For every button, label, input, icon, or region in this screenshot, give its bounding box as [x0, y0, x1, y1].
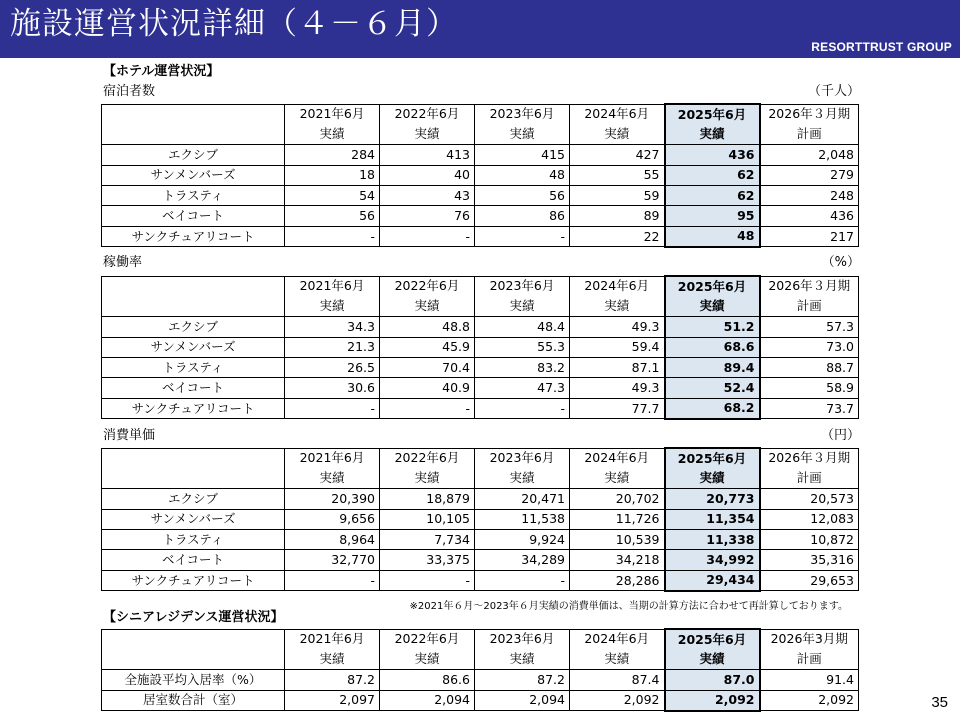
value-cell: - [285, 398, 380, 418]
table-title-guests: 宿泊者数 [103, 84, 156, 99]
value-cell: 10,105 [380, 509, 475, 529]
value-cell: 87.1 [570, 358, 665, 378]
value-cell: 87.2 [285, 670, 380, 690]
senior-column-kind: 実績 [285, 649, 380, 669]
hotel-2-column-kind: 実績 [570, 468, 665, 488]
value-cell: 8,964 [285, 530, 380, 550]
value-cell: 2,048 [760, 145, 859, 165]
value-cell: 9,656 [285, 509, 380, 529]
hotel-2-table-row [102, 489, 859, 509]
header-blank-cell [102, 629, 285, 649]
value-cell: 89 [570, 206, 665, 226]
hotel-0-column-kind: 実績 [380, 124, 475, 144]
header-blank-cell [102, 276, 285, 296]
unit-guests: （千人） [807, 84, 860, 99]
value-cell: 56 [475, 186, 570, 206]
value-cell: 34,218 [570, 550, 665, 570]
value-cell: 57.3 [760, 317, 859, 337]
value-cell: 279 [760, 165, 859, 185]
senior-table-row [102, 670, 859, 690]
hotel-1-table-row [102, 337, 859, 357]
senior-column-year: 2021年6月 [285, 629, 380, 649]
value-cell: 20,573 [760, 489, 859, 509]
hotel-0-column-kind: 実績 [475, 124, 570, 144]
value-cell: 59.4 [570, 337, 665, 357]
row-label: エクシブ [102, 145, 285, 165]
value-cell: 95 [665, 206, 760, 226]
value-cell: 22 [570, 226, 665, 246]
value-cell: 2,092 [665, 690, 760, 710]
value-cell: 73.0 [760, 337, 859, 357]
value-cell: - [475, 226, 570, 246]
value-cell: 34,992 [665, 550, 760, 570]
table-title-unit-price: 消費単価 [103, 428, 156, 443]
senior-column-year: 2024年6月 [570, 629, 665, 649]
value-cell: - [475, 398, 570, 418]
hotel-1-column-year: 2025年6月 [665, 276, 760, 296]
value-cell: 40.9 [380, 378, 475, 398]
senior-header-row-year [102, 629, 859, 649]
value-cell: 68.6 [665, 337, 760, 357]
value-cell: 56 [285, 206, 380, 226]
hotel-1-table-row [102, 317, 859, 337]
value-cell: 10,539 [570, 530, 665, 550]
hotel-0-column-kind: 実績 [285, 124, 380, 144]
hotel-0-column-kind: 実績 [665, 124, 760, 144]
value-cell: 62 [665, 165, 760, 185]
value-cell: 11,726 [570, 509, 665, 529]
row-label: サンクチュアリコート [102, 226, 285, 246]
value-cell: - [285, 226, 380, 246]
value-cell: 11,354 [665, 509, 760, 529]
hotel-2-column-year: 2022年6月 [380, 448, 475, 468]
value-cell: 2,094 [475, 690, 570, 710]
hotel-1-table-row [102, 378, 859, 398]
senior-column-year: 2026年3月期 [760, 629, 859, 649]
hotel-2-column-year: 2023年6月 [475, 448, 570, 468]
value-cell: 217 [760, 226, 859, 246]
value-cell: 77.7 [570, 398, 665, 418]
value-cell: 45.9 [380, 337, 475, 357]
unit-price-table [101, 447, 859, 592]
hotel-2-column-year: 2026年３月期 [760, 448, 859, 468]
value-cell: 86 [475, 206, 570, 226]
hotel-1-column-kind: 実績 [475, 296, 570, 316]
hotel-1-column-kind: 計画 [760, 296, 859, 316]
hotel-0-column-year: 2025年6月 [665, 104, 760, 124]
hotel-2-column-kind: 実績 [475, 468, 570, 488]
value-cell: - [380, 398, 475, 418]
hotel-2-column-kind: 実績 [285, 468, 380, 488]
hotel-2-column-year: 2021年6月 [285, 448, 380, 468]
value-cell: 26.5 [285, 358, 380, 378]
row-label: トラスティ [102, 530, 285, 550]
value-cell: 43 [380, 186, 475, 206]
senior-column-kind: 実績 [380, 649, 475, 669]
value-cell: - [380, 226, 475, 246]
value-cell: 18 [285, 165, 380, 185]
hotel-1-column-year: 2021年6月 [285, 276, 380, 296]
footnote: ※2021年６月～2023年６月実績の消費単価は、当期の計算方法に合わせて再計算しております。 [409, 601, 848, 612]
value-cell: 91.4 [760, 670, 859, 690]
header-blank-cell [102, 468, 285, 488]
value-cell: 55 [570, 165, 665, 185]
hotel-0-header-row-kind [102, 124, 859, 144]
row-label: ベイコート [102, 550, 285, 570]
row-label: サンメンバーズ [102, 509, 285, 529]
hotel-1-column-year: 2024年6月 [570, 276, 665, 296]
value-cell: 11,538 [475, 509, 570, 529]
senior-table [101, 628, 859, 712]
row-label: サンクチュアリコート [102, 570, 285, 590]
hotel-0-column-kind: 実績 [570, 124, 665, 144]
hotel-2-header-row-kind [102, 468, 859, 488]
value-cell: 7,734 [380, 530, 475, 550]
value-cell: 248 [760, 186, 859, 206]
row-label: ベイコート [102, 378, 285, 398]
senior-column-kind: 計画 [760, 649, 859, 669]
hotel-1-header-row-kind [102, 296, 859, 316]
value-cell: 47.3 [475, 378, 570, 398]
value-cell: 87.0 [665, 670, 760, 690]
senior-section-title: 【シニアレジデンス運営状況】 [103, 610, 284, 625]
senior-column-year: 2023年6月 [475, 629, 570, 649]
value-cell: 89.4 [665, 358, 760, 378]
senior-column-kind: 実績 [475, 649, 570, 669]
value-cell: 48.4 [475, 317, 570, 337]
hotel-1-header-row-year [102, 276, 859, 296]
value-cell: 59 [570, 186, 665, 206]
row-label: トラスティ [102, 358, 285, 378]
hotel-0-column-kind: 計画 [760, 124, 859, 144]
value-cell: 55.3 [475, 337, 570, 357]
occupancy-table [101, 275, 859, 420]
page-title: 施設運営状況詳細（４－６月） [10, 6, 458, 42]
value-cell: 29,653 [760, 570, 859, 590]
hotel-1-table-row [102, 358, 859, 378]
hotel-2-column-kind: 計画 [760, 468, 859, 488]
hotel-1-column-kind: 実績 [380, 296, 475, 316]
senior-table-row [102, 690, 859, 710]
hotel-0-column-year: 2024年6月 [570, 104, 665, 124]
value-cell: 49.3 [570, 378, 665, 398]
senior-column-year: 2022年6月 [380, 629, 475, 649]
value-cell: 10,872 [760, 530, 859, 550]
row-label: サンクチュアリコート [102, 398, 285, 418]
value-cell: 35,316 [760, 550, 859, 570]
value-cell: 436 [760, 206, 859, 226]
value-cell: 88.7 [760, 358, 859, 378]
senior-header-row-kind [102, 649, 859, 669]
value-cell: 68.2 [665, 398, 760, 418]
senior-column-kind: 実績 [570, 649, 665, 669]
hotel-0-table-row [102, 165, 859, 185]
value-cell: 30.6 [285, 378, 380, 398]
hotel-2-table-row [102, 570, 859, 590]
senior-column-year: 2025年6月 [665, 629, 760, 649]
hotel-section-title: 【ホテル運営状況】 [103, 64, 220, 79]
hotel-0-table-row [102, 206, 859, 226]
hotel-0-table-row [102, 226, 859, 246]
value-cell: 49.3 [570, 317, 665, 337]
hotel-2-table-row [102, 530, 859, 550]
value-cell: 62 [665, 186, 760, 206]
hotel-0-column-year: 2026年３月期 [760, 104, 859, 124]
value-cell: 87.2 [475, 670, 570, 690]
value-cell: 76 [380, 206, 475, 226]
value-cell: 48 [665, 226, 760, 246]
value-cell: 86.6 [380, 670, 475, 690]
hotel-2-table-row [102, 509, 859, 529]
value-cell: 20,390 [285, 489, 380, 509]
hotel-0-column-year: 2021年6月 [285, 104, 380, 124]
hotel-2-column-year: 2025年6月 [665, 448, 760, 468]
value-cell: 87.4 [570, 670, 665, 690]
value-cell: 83.2 [475, 358, 570, 378]
value-cell: 18,879 [380, 489, 475, 509]
value-cell: 52.4 [665, 378, 760, 398]
value-cell: 415 [475, 145, 570, 165]
hotel-1-column-year: 2023年6月 [475, 276, 570, 296]
value-cell: - [475, 570, 570, 590]
hotel-1-column-year: 2022年6月 [380, 276, 475, 296]
unit-occupancy: （%） [821, 255, 860, 270]
value-cell: 33,375 [380, 550, 475, 570]
value-cell: 2,094 [380, 690, 475, 710]
hotel-2-header-row-year [102, 448, 859, 468]
row-label: トラスティ [102, 186, 285, 206]
hotel-0-column-year: 2023年6月 [475, 104, 570, 124]
page-number: 35 [931, 694, 948, 711]
row-label: エクシブ [102, 317, 285, 337]
senior-column-kind: 実績 [665, 649, 760, 669]
guests-table [101, 103, 859, 248]
value-cell: 51.2 [665, 317, 760, 337]
brand-logo-text: RESORTTRUST GROUP [811, 40, 952, 54]
hotel-1-column-kind: 実績 [285, 296, 380, 316]
value-cell: 20,471 [475, 489, 570, 509]
value-cell: 9,924 [475, 530, 570, 550]
hotel-0-table-row [102, 145, 859, 165]
hotel-0-table-row [102, 186, 859, 206]
row-label: ベイコート [102, 206, 285, 226]
value-cell: 34.3 [285, 317, 380, 337]
hotel-1-column-kind: 実績 [570, 296, 665, 316]
row-label: エクシブ [102, 489, 285, 509]
value-cell: 29,434 [665, 570, 760, 590]
value-cell: 12,083 [760, 509, 859, 529]
header-blank-cell [102, 104, 285, 124]
unit-unit-price: （円） [820, 428, 860, 443]
row-label: サンメンバーズ [102, 337, 285, 357]
header-blank-cell [102, 124, 285, 144]
value-cell: 427 [570, 145, 665, 165]
hotel-1-table-row [102, 398, 859, 418]
row-label: 全施設平均入居率（%） [102, 670, 285, 690]
hotel-0-header-row-year [102, 104, 859, 124]
value-cell: 11,338 [665, 530, 760, 550]
value-cell: 413 [380, 145, 475, 165]
value-cell: 73.7 [760, 398, 859, 418]
header-blank-cell [102, 448, 285, 468]
value-cell: - [380, 570, 475, 590]
title-bar [0, 0, 960, 58]
hotel-2-column-kind: 実績 [665, 468, 760, 488]
header-blank-cell [102, 296, 285, 316]
hotel-0-column-year: 2022年6月 [380, 104, 475, 124]
value-cell: 48 [475, 165, 570, 185]
value-cell: 40 [380, 165, 475, 185]
value-cell: 48.8 [380, 317, 475, 337]
value-cell: 2,092 [570, 690, 665, 710]
value-cell: 34,289 [475, 550, 570, 570]
header-blank-cell [102, 649, 285, 669]
table-title-occupancy: 稼働率 [103, 255, 143, 270]
value-cell: 58.9 [760, 378, 859, 398]
value-cell: 2,092 [760, 690, 859, 710]
value-cell: 284 [285, 145, 380, 165]
value-cell: 54 [285, 186, 380, 206]
hotel-1-column-kind: 実績 [665, 296, 760, 316]
value-cell: 436 [665, 145, 760, 165]
hotel-2-column-kind: 実績 [380, 468, 475, 488]
row-label: 居室数合計（室） [102, 690, 285, 710]
value-cell: 28,286 [570, 570, 665, 590]
value-cell: 20,773 [665, 489, 760, 509]
hotel-2-column-year: 2024年6月 [570, 448, 665, 468]
value-cell: - [285, 570, 380, 590]
value-cell: 20,702 [570, 489, 665, 509]
value-cell: 21.3 [285, 337, 380, 357]
row-label: サンメンバーズ [102, 165, 285, 185]
value-cell: 32,770 [285, 550, 380, 570]
value-cell: 2,097 [285, 690, 380, 710]
hotel-2-table-row [102, 550, 859, 570]
value-cell: 70.4 [380, 358, 475, 378]
hotel-1-column-year: 2026年３月期 [760, 276, 859, 296]
